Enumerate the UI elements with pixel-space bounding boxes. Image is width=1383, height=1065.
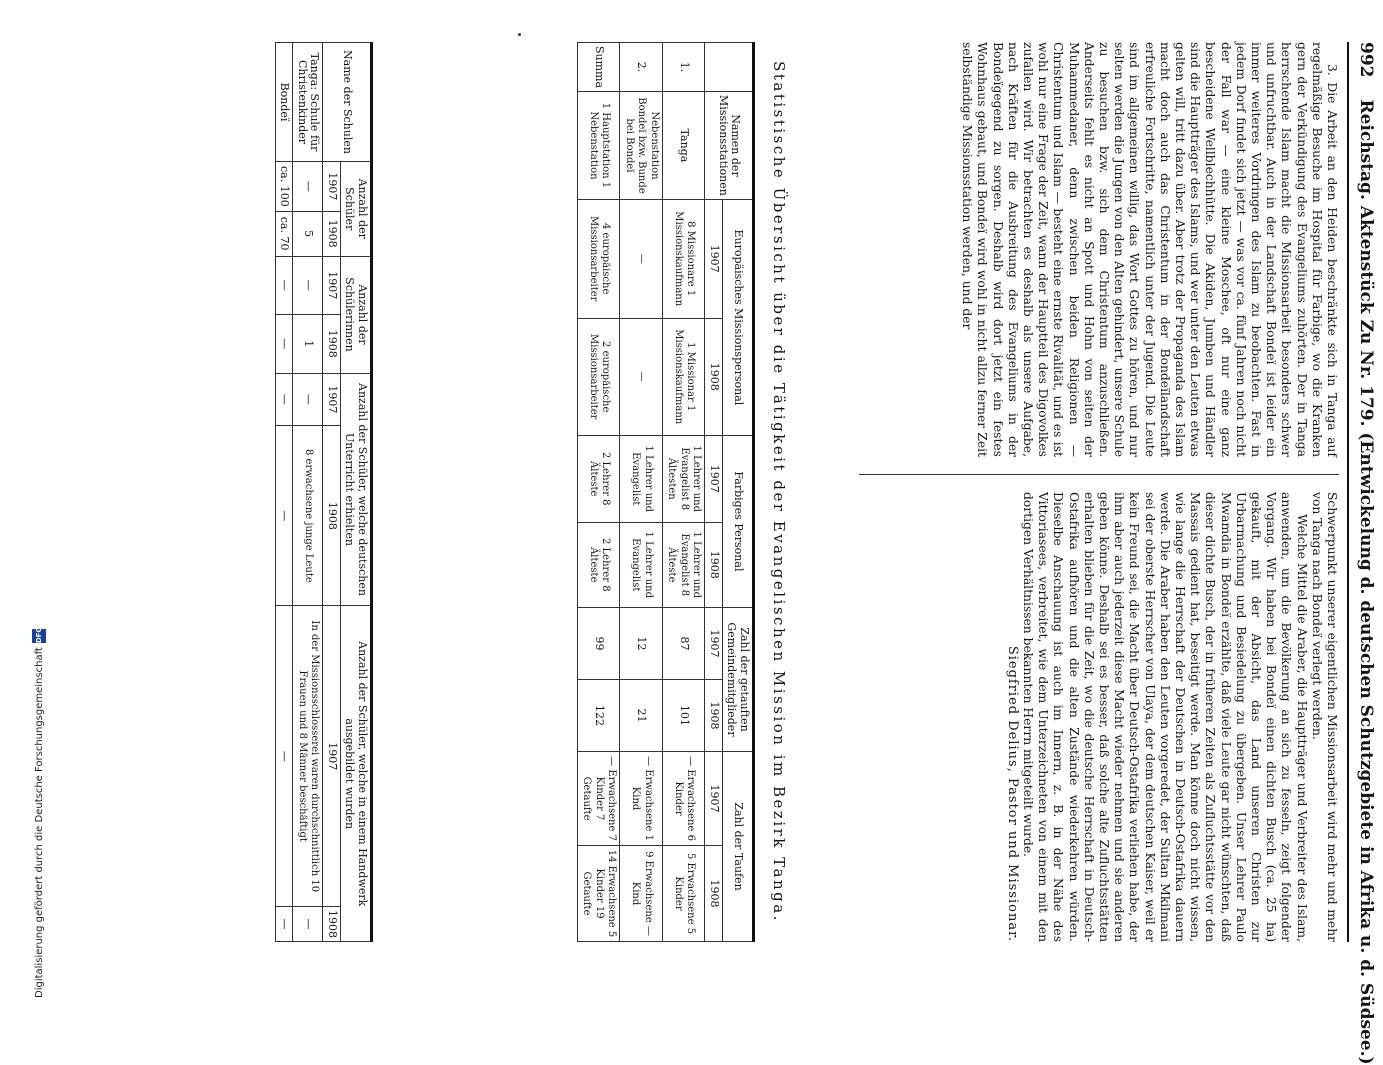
table-cell: 14 Erwachsene 5 Kinder 19 Getaufte [578,846,621,942]
table-cell: 5 [293,211,323,256]
year-header: 1908 [705,318,723,435]
table-cell: — [276,256,294,315]
school-name: Bondeï [276,43,294,162]
table-cell: 1 Lehrer und Evangelist [620,522,663,607]
column-header: Anzahl der Schüler, welche deutschen Unterricht erhielten [341,373,372,606]
paragraph: Welche Mittel die Araber, die Hauptträger und Verbreiter des Islam, anwenden, um die Bevölkerung an sich zu fesseln, zeigt folgender Vorgang. Wir haben bei Bondeï einen dichten Busch (ca. 25 ha) gekauft, mit der Absicht, das Land unseren Christen zur Urbarmachung und Besiedelung zu übergeben. Unser Lehrer Paulo Mwamdia in Bondeï erzählte, daß viele Leute gar nicht wünschten, daß dieser dichte Busch, der in früheren Zeiten als Zufluchtsstätte vor den Massais gedient hat, beseitigt werde. Man könne doch nicht wissen, wie lange die Herrschaft der Deutschen in Deutsch-Ostafrika dauern werde. Die Araber haben den Leuten vorgeredet, der Sultan Mkilmani sei der oberste Herrscher von Ulaya, der dem deutschen Kaiser, weil er kein Freund sei, die Macht über Deutsch-Ostafrika verliehen habe, der ihm aber auch jederzeit diese Macht wieder nehmen und sie anderen geben könne. Deshalb sei es besser, daß solche alte Zufluchtsstätten erhalten blieben für die Zeit, wo die deutsche Herrschaft in Deutsch-Ostafrika aufhören und die alten Zustände wiederkehren würden. Dieselbe Anschauung ist auch im Innern, z. B. in der Nähe des Vittoriasees, verbreitet, wie dem Unterzeichneten von einem mit den dortigen Verhältnissen bekannten Herrn mitgeteilt wurde. [1020,492,1309,942]
sum-label: Summa [578,43,621,92]
table-row [663,43,706,942]
year-header: 1908 [323,906,341,941]
year-header: 1908 [705,846,723,942]
column-header: Zahl der Taufen [723,752,754,942]
table-cell: — [276,606,294,907]
table-cell: — [293,906,323,941]
table-cell: 2 Lehrer 8 Älteste [578,435,621,522]
table-cell: 99 [578,607,621,679]
year-header: 1907 [323,256,341,315]
column-header: Name der Schulen [323,43,372,162]
table-cell: 1 [293,315,323,374]
table-cell: 1 Missionar 1 Missionskaufmann [663,318,706,435]
table-cell: — Erwachsene 1 Kind [620,752,663,846]
year-header: 1907 [323,373,341,426]
table-cell: — [293,373,323,426]
column-header: Europäisches Missionspersonal [723,199,754,435]
year-header: 1907 [705,435,723,522]
paragraph: Schwerpunkt unserer eigentlichen Missionsarbeit wird mehr und mehr von Tanga nach Bondeï verlegt werden. [1309,492,1339,942]
column-header: Farbiges Personal [723,435,754,607]
author-signature: Siegfried Delius, Pastor und Missionar. [1004,645,1020,942]
table-cell: ca. 70 [276,211,294,256]
column-header: Anzahl der Schüler [341,162,372,257]
table-header-row [341,43,372,942]
table-cell: 8 Missionare 1 Missionskaufmann [663,199,706,318]
table-cell: 1 Lehrer und Evangelist [620,435,663,522]
year-header: 1907 [323,606,341,907]
table-cell: — [276,426,294,606]
document-page [0,42,1383,1065]
table-cell: 2 Lehrer 8 Älteste [578,522,621,607]
table-cell: 9 Erwachsene — Kind [620,846,663,942]
running-title: Reichstag. Aktenstück Zu Nr. 179. (Entwickelung d. deutschen Schutzgebiete in Afrika u. d. Südsee.) [1356,99,1376,1065]
station-name: 1 Hauptstation 1 Nebenstation [578,92,621,200]
table-cell: 5 Erwachsene 5 Kinder [663,846,706,942]
scan-speck [518,33,521,36]
column-header: Namen der Missionsstationen [705,92,754,200]
table-year-row [323,43,341,942]
year-header: 1907 [705,752,723,846]
table-cell: — [276,906,294,941]
table-cell: — [276,373,294,426]
year-header: 1908 [323,426,341,606]
table-cell: — Erwachsene 6 Kinder [663,752,706,846]
year-header: 1907 [705,607,723,679]
schools-table [275,42,373,942]
table-cell: ca. 100 [276,162,294,212]
table-row [276,43,294,942]
table-row [620,43,663,942]
paragraph: 3. Die Arbeit an den Heiden beschränkte sich in Tanga auf regelmäßige Besuche im Hospital für Farbige, wo die Kranken gern der Verkündigung des Evangeliums zuhörten. Der in Tanga herrschende Islam macht die Missionsarbeit besonders schwer und unfruchtbar. Auch in der Landschaft Bondeï ist leider ein immer weiteres Vordringen des Islam zu beobachten. Fast in jedem Dorf findet sich jetzt — was vor ca. fünf Jahren noch nicht der Fall war — eine kleine Moschee, oft nur eine ganz bescheidene Wellblechhütte. Die Akiden, Jumben und Händler sind die Hauptträger des Islams, und wer unter den Leuten etwas gelten will, tritt dazu über. Aber trotz der Propaganda des Islam macht doch auch das Christentum in der Bondeïlandschaft erfreuliche Fortschritte, namentlich unter der Jugend. Die Leute sind im allgemeinen willig, das Wort Gottes zu hören, und nur selten werden die Jungen von den Alten gehindert, unsere Schule zu besuchen bzw. sich dem Christentum anzuschließen. Anderseits fehlt es nicht an Spott und Hohn von seiten der Muhammedaner, denn zwischen beiden Religionen — Christentum und Islam — besteht eine ernste Rivalität, und es ist wohl nur eine Frage der Zeit, wann der Hauptteil des Digovolkes zufallen wird. Wir betrachten es deshalb als unsere Aufgabe, nach Kräften für die Ausbreitung des Evangeliums in der Bondeïgegend zu sorgen. Deshalb wird dort jetzt ein festes Wohnhaus gebaut, und Bondeï wird wohl in nicht allzu ferner Zeit selbständige Missionsstation werden, und der [960,42,1339,457]
table-cell: 122 [578,680,621,752]
table-cell: — Erwachsene 7 Kinder 7 Getaufte [578,752,621,846]
row-number: 2. [620,43,663,92]
column-header [705,43,754,92]
table-cell: — [276,315,294,374]
funding-credit-text: Digitalisierung gefördert durch die Deutsche Forschungsgemeinschaft [33,647,45,998]
section-title: Statistische Übersicht über die Tätigkeit der Evangelischen Mission im Bezirk Tanga. [770,61,788,923]
table-cell: 2 europäische Missionsarbeiter [578,318,621,435]
year-header: 1908 [705,680,723,752]
table-cell: — [293,256,323,315]
table-header-row [723,43,754,942]
table-cell: In der Missionsschlosserei waren durchschnittlich 10 Frauen und 8 Männer beschäftigt [293,606,323,907]
column-header: Zahl der getauften Gemeindemitglieder [723,607,754,751]
station-name: Nebenstation Bondeï bzw. Bunde bei Bondeï [620,92,663,200]
dfg-logo-icon: DFG [32,629,46,643]
table-cell: 8 erwachsene junge Leute [293,426,323,606]
table-row [293,43,323,942]
year-header: 1907 [705,199,723,318]
station-name: Tanga [663,92,706,200]
text-column-left [824,42,1339,457]
year-header: 1908 [323,315,341,374]
mission-stations-table [577,42,755,942]
table-cell: 87 [663,607,706,679]
column-header: Anzahl der Schülerinnen [341,256,372,373]
table-cell: 21 [620,680,663,752]
page-number: 992 [1356,42,1376,78]
year-header: 1908 [323,211,341,256]
row-number: 1. [663,43,706,92]
table-cell: 1 Lehrer und Evangelist 8 Ältesten [663,435,706,522]
table-sum-row [578,43,621,942]
school-name: Tanga: Schule für Christenkinder [293,43,323,162]
page-header [1347,42,1383,1065]
table-cell: — [620,199,663,318]
column-header: Anzahl der Schüler, welche in einem Handwerk ausgebildet wurden [341,606,372,942]
table-cell: 12 [620,607,663,679]
year-header: 1908 [705,522,723,607]
table-cell: 1 Lehrer und Evangelist 8 Älteste [663,522,706,607]
table-cell: — [620,318,663,435]
text-column-right [1004,492,1339,942]
table-cell: — [293,162,323,212]
column-divider [859,474,1339,475]
year-header: 1907 [323,162,341,212]
table-cell: 101 [663,680,706,752]
table-cell: 4 europäische Missionsarbeiter [578,199,621,318]
